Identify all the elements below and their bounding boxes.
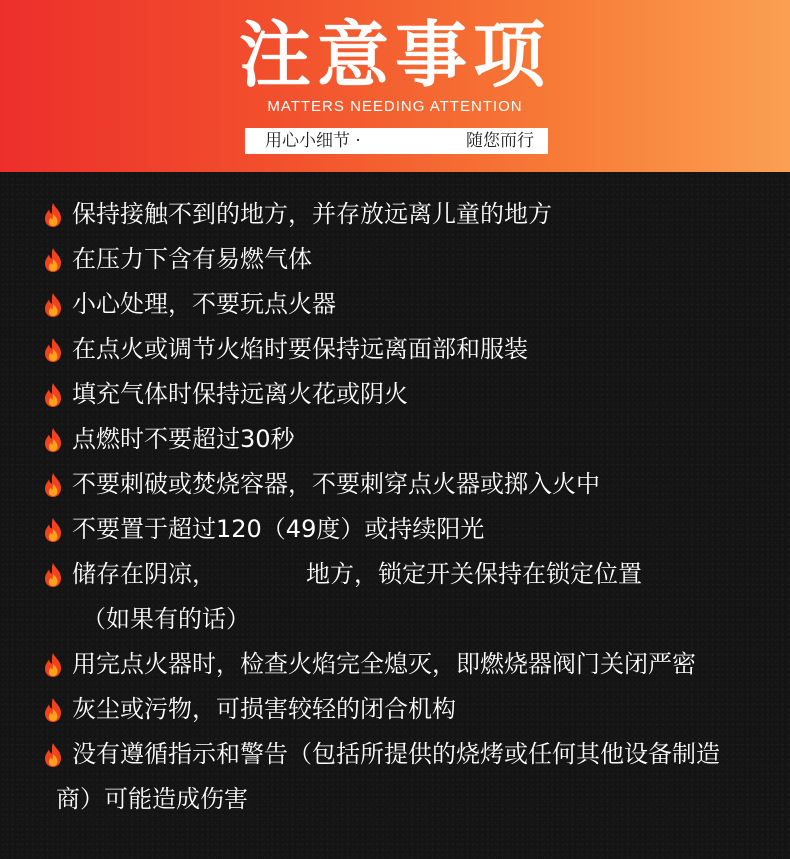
flame-icon	[43, 562, 63, 588]
item-text: 不要置于超过120（49度）或持续阳光	[72, 515, 485, 543]
flame-icon	[43, 652, 63, 678]
flame-icon	[43, 697, 63, 723]
tagline-left: 用心小细节 ·	[265, 131, 361, 151]
item-text: 点燃时不要超过30秒	[72, 425, 295, 453]
item-text: 填充气体时保持远离火花或阴火	[72, 380, 408, 408]
item-text: 用完点火器时，检查火焰完全熄灭，即燃烧器阀门关闭严密	[72, 650, 696, 678]
flame-icon	[43, 472, 63, 498]
flame-icon	[43, 517, 63, 543]
flame-icon	[43, 292, 63, 318]
flame-icon	[43, 382, 63, 408]
flame-icon	[43, 742, 63, 768]
tagline-right: 随您而行	[466, 131, 534, 151]
list-item	[0, 552, 790, 642]
item-text: 小心处理，不要玩点火器	[72, 290, 336, 318]
item-text: 在点火或调节火焰时要保持远离面部和服装	[72, 335, 528, 363]
item-text-a: 储存在阴凉，	[72, 560, 216, 588]
flame-icon	[43, 202, 63, 228]
header-banner	[0, 0, 790, 172]
list-item	[0, 732, 790, 822]
flame-icon	[43, 427, 63, 453]
item-text-b: 地方，锁定开关保持在锁定位置	[306, 560, 642, 588]
list-item	[0, 687, 790, 732]
item-text: 不要刺破或焚烧容器，不要刺穿点火器或掷入火中	[72, 470, 600, 498]
item-text-continued: 商）可能造成伤害	[56, 785, 248, 813]
item-text-continued: （如果有的话）	[82, 605, 250, 633]
page-title: 注意事项	[238, 13, 551, 97]
item-text: 保持接触不到的地方，并存放远离儿童的地方	[72, 200, 552, 228]
list-item	[0, 462, 790, 507]
list-item	[0, 642, 790, 687]
list-item	[0, 282, 790, 327]
item-text: 没有遵循指示和警告（包括所提供的烧烤或任何其他设备制造	[72, 740, 720, 768]
item-text: 灰尘或污物，可损害较轻的闭合机构	[72, 695, 456, 723]
notice-panel	[0, 172, 790, 859]
list-item	[0, 417, 790, 462]
item-text: 在压力下含有易燃气体	[72, 245, 312, 273]
list-item	[0, 372, 790, 417]
flame-icon	[43, 247, 63, 273]
list-item	[0, 237, 790, 282]
flame-icon	[43, 337, 63, 363]
page-subtitle: MATTERS NEEDING ATTENTION	[267, 98, 523, 115]
list-item	[0, 192, 790, 237]
list-item	[0, 327, 790, 372]
tagline-box	[245, 128, 548, 154]
notice-list	[0, 192, 790, 822]
list-item	[0, 507, 790, 552]
